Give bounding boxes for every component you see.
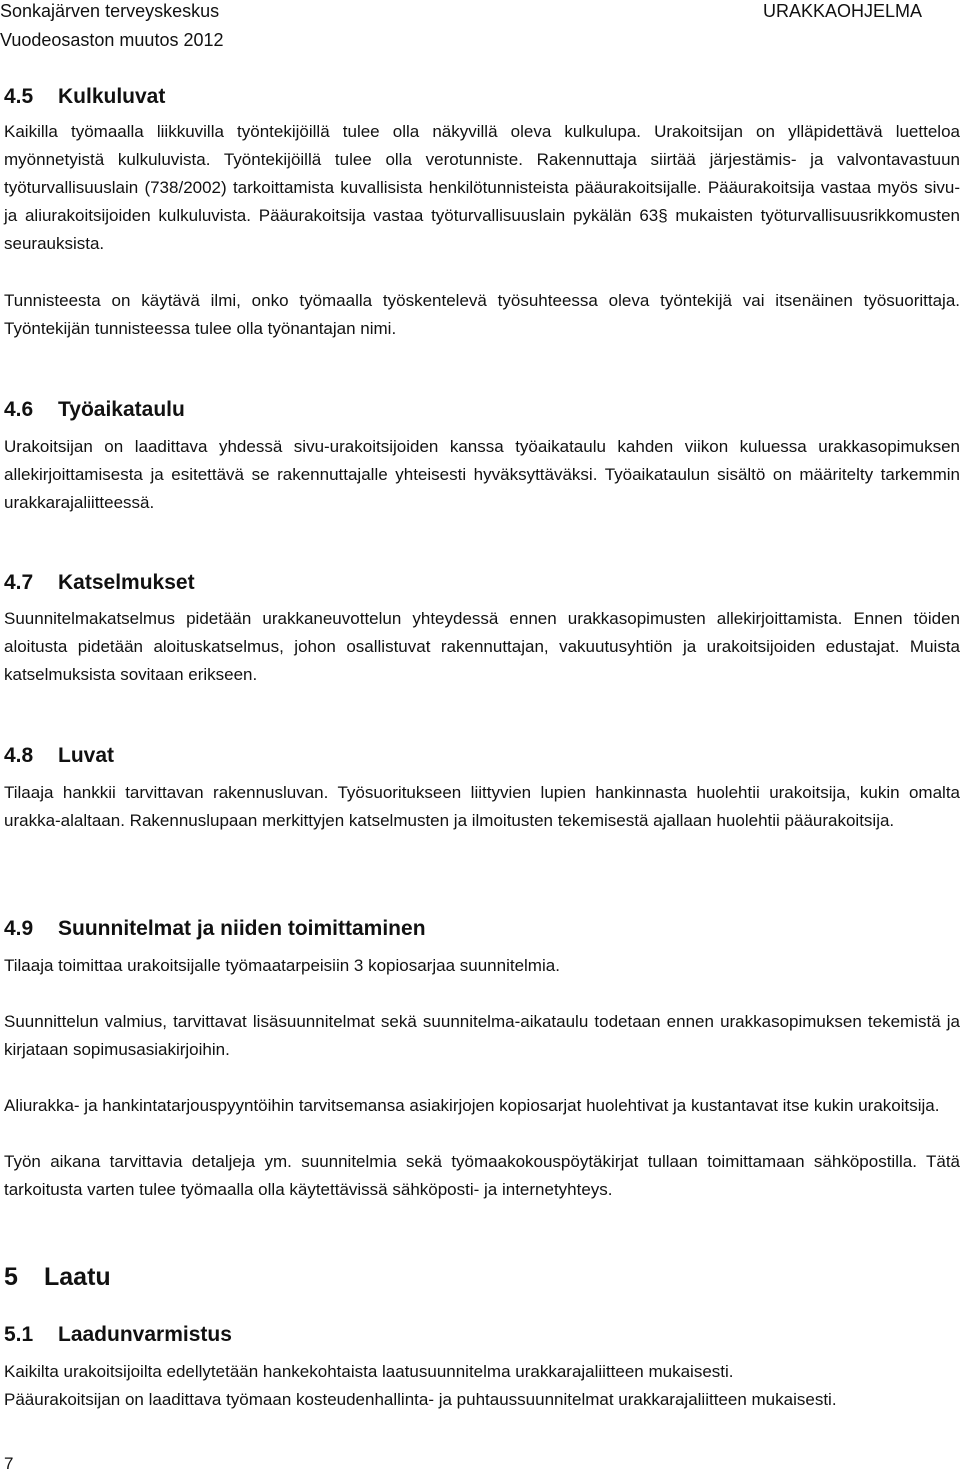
section-heading-4-7 — [4, 570, 195, 596]
header-document-type: URAKKAOHJELMA — [762, 1, 922, 21]
paragraph-tunniste — [4, 287, 960, 343]
section-heading-4-5 — [4, 84, 165, 110]
section-title: Kulkuluvat — [58, 85, 166, 108]
sentence: Työntekijän tunnisteessa tulee olla työnantajan nimi. — [4, 319, 397, 338]
paragraph-suunnitelmat-4: Työn aikana tarvittavia detaljeja ym. suunnitelmia sekä työmaakokouspöytäkirjat tullaan toimittamaan sähköpostilla. Tätä tarkoitusta varten tulee työmaalla olla käytettävissä sähköposti- ja internetyhteys. — [4, 1152, 960, 1199]
paragraph-suunnitelmat-2: Suunnittelun valmius, tarvittavat lisäsuunnitelmat sekä suunnitelma-aikataulu todetaan ennen urakkasopimuksen tekemistä ja kirjataan sopimusasiakirjoihin. — [4, 1012, 960, 1059]
header-subtitle: Vuodeosaston muutos 2012 — [0, 30, 224, 50]
header-organization: Sonkajärven terveyskeskus — [0, 1, 220, 21]
sentence: Pääurakoitsija vastaa työturvallisuuslain pykälän 63§ mukaisten työturvallisuusrikkomusten seurauksista. — [4, 206, 960, 253]
section-number: 4.9 — [4, 917, 34, 940]
paragraph-laadunvarmistus-2: Pääurakoitsijan on laadittava työmaan kosteudenhallinta- ja puhtaussuunnitelmat urakkarajaliitteen mukaisesti. — [4, 1390, 837, 1409]
section-title: Työaikataulu — [58, 398, 185, 421]
section-title: Laadunvarmistus — [58, 1323, 232, 1346]
section-heading-4-9 — [4, 916, 426, 942]
section-number: 4.7 — [4, 571, 34, 594]
chapter-number: 5 — [4, 1263, 18, 1291]
paragraph-luvat: Tilaaja hankkii tarvittavan rakennusluvan. Työsuoritukseen liittyvien lupien hankinnasta huolehtii urakoitsija, kukin omalta urakka-alaltaan. Rakennuslupaan merkittyjen katselmusten ja ilmoitusten tekemisestä ajallaan huolehtii pääurakoitsija. — [4, 783, 960, 830]
section-title: Luvat — [58, 744, 115, 767]
sentence: Tunnisteesta on käytävä ilmi, onko työmaalla työskentelevä työsuhteessa oleva työntekijä vai itsenäinen työsuorittaja. — [4, 291, 960, 310]
chapter-title: Laatu — [44, 1263, 111, 1291]
page-number: 7 — [4, 1454, 14, 1473]
paragraph-laadunvarmistus-1: Kaikilta urakoitsijoilta edellytetään hankekohtaista laatusuunnitelma urakkarajaliitteen mukaisesti. — [4, 1362, 734, 1381]
paragraph-katselmukset: Suunnitelmakatselmus pidetään urakkaneuvottelun yhteydessä ennen urakkasopimusten allekirjoittamista. Ennen töiden aloitusta pidetään aloituskatselmus, johon osallistuvat rakennuttajan, vakuutusyhtiön ja urakoitsijoiden edustajat. Muista katselmuksista sovitaan erikseen. — [4, 609, 960, 684]
sentence: Rakennuttaja siirtää järjestämis- ja valvontavastuun työturvallisuuslain (738/2002) tarkoittamista kuvallisista henkilötunnisteista pääurakoitsijalle. — [4, 150, 960, 197]
sentence: Urakoitsijan on ylläpidettävä luetteloa myönnetyistä kulkuluvista. — [4, 122, 960, 169]
sentence: Kaikilla työmaalla liikkuvilla työntekijöillä tulee olla näkyvillä oleva kulkulupa. — [4, 122, 641, 141]
section-number: 4.5 — [4, 85, 34, 108]
section-heading-5-1 — [4, 1322, 232, 1348]
section-number: 4.6 — [4, 398, 34, 421]
paragraph-tyoaikataulu: Urakoitsijan on laadittava yhdessä sivu-urakoitsijoiden kanssa työaikataulu kahden viikon kuluessa urakkasopimuksen allekirjoittamisesta ja esitettävä se rakennuttajalle yhteisesti hyväksyttäväksi. Työaikataulun sisältö on määritelty tarkemmin urakkarajaliitteessä. — [4, 437, 960, 512]
section-heading-4-8 — [4, 743, 114, 769]
paragraph-suunnitelmat-3: Aliurakka- ja hankintatarjouspyyntöihin tarvitsemansa asiakirjojen kopiosarjat huolehtivat ja kustantavat itse kukin urakoitsija. — [4, 1096, 940, 1115]
section-number: 5.1 — [4, 1323, 34, 1346]
section-heading-4-6 — [4, 397, 185, 423]
paragraph-suunnitelmat-1: Tilaaja toimittaa urakoitsijalle työmaatarpeisiin 3 kopiosarjaa suunnitelmia. — [4, 956, 560, 975]
chapter-heading-5 — [4, 1264, 111, 1290]
section-title: Suunnitelmat ja niiden toimittaminen — [58, 917, 426, 940]
paragraph-kulkuluvat — [4, 118, 960, 258]
section-title: Katselmukset — [58, 571, 195, 594]
section-number: 4.8 — [4, 744, 34, 767]
sentence: Pääurakoitsija vastaa myös sivu- ja aliurakoitsijoiden kulkuluvista. — [4, 178, 960, 225]
sentence: Työntekijöillä tulee olla verotunniste. — [223, 150, 523, 169]
